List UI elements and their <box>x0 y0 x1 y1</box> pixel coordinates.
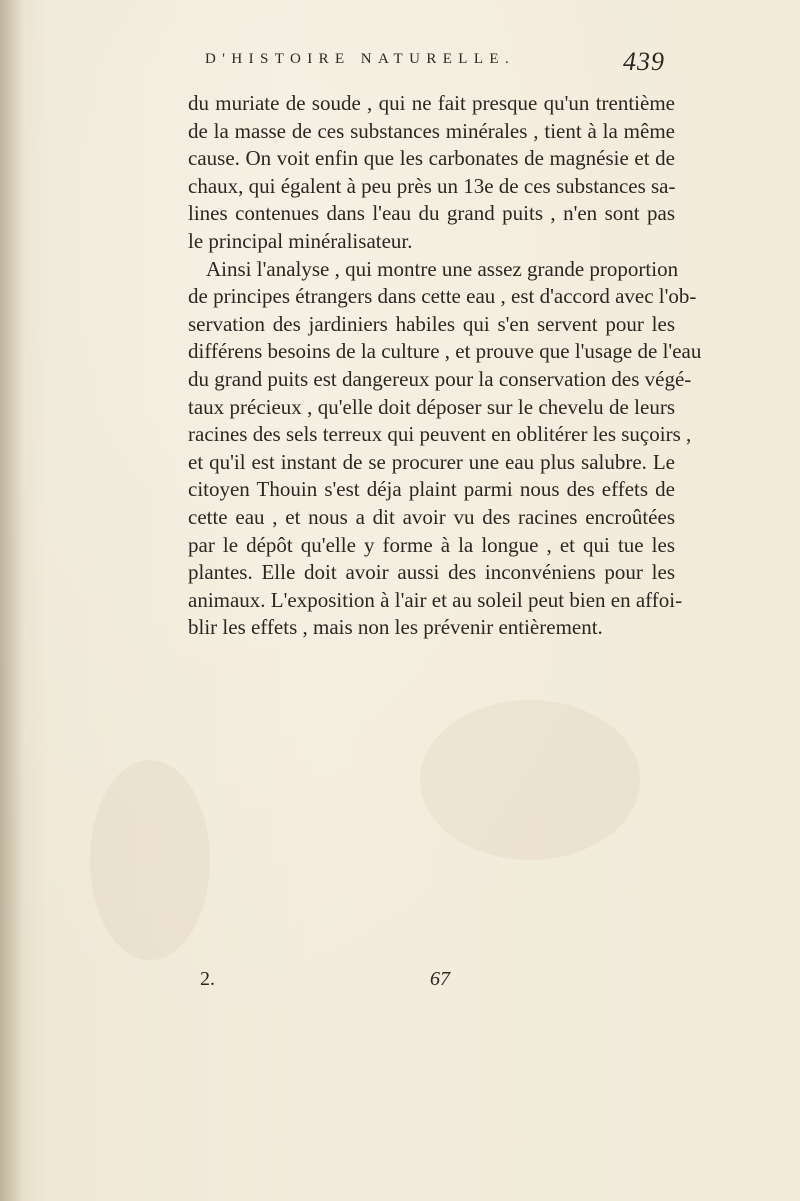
text-line: chaux, qui égalent à peu près un 13e de ces substances sa- <box>188 173 676 198</box>
text-line: cause. On voit enfin que les carbonates de magnésie et de <box>188 146 675 171</box>
text-line: de la masse de ces substances minérales , tient à la même <box>188 118 675 143</box>
text-line: de principes étrangers dans cette eau , est d'accord avec l'ob- <box>188 284 697 309</box>
text-line: lines contenues dans l'eau du grand puits , n'en sont pas <box>188 201 675 226</box>
page-header <box>205 47 665 79</box>
text-line: racines des sels terreux qui peuvent en oblitérer les suçoirs , <box>188 422 692 447</box>
page-footer <box>200 968 530 998</box>
folio-number: 67 <box>430 968 450 990</box>
body-text <box>188 90 702 642</box>
text-line: citoyen Thouin s'est déja plaint parmi nous des effets de <box>188 477 675 502</box>
running-head: D'HISTOIRE NATURELLE. <box>205 51 516 67</box>
text-line: blir les effets , mais non les prévenir entièrement. <box>188 615 603 640</box>
signature-mark: 2. <box>200 968 215 990</box>
spine-shadow <box>0 0 24 1201</box>
text-line: différens besoins de la culture , et prouve que l'usage de l'eau <box>188 339 702 364</box>
text-line: le principal minéralisateur. <box>188 228 413 253</box>
text-line: plantes. Elle doit avoir aussi des inconvéniens pour les <box>188 560 675 585</box>
text-line: et qu'il est instant de se procurer une eau plus salubre. Le <box>188 449 675 474</box>
text-line: par le dépôt qu'elle y forme à la longue , et qui tue les <box>188 532 675 557</box>
text-line: animaux. L'exposition à l'air et au soleil peut bien en affoi- <box>188 587 683 612</box>
paper-stain <box>90 760 210 960</box>
text-line: cette eau , et nous a dit avoir vu des racines encroûtées <box>188 504 675 529</box>
text-line: servation des jardiniers habiles qui s'en servent pour les <box>188 311 675 336</box>
text-line: Ainsi l'analyse , qui montre une assez grande proportion <box>206 256 679 281</box>
text-line: du grand puits est dangereux pour la conservation des végé- <box>188 366 692 391</box>
text-line: taux précieux , qu'elle doit déposer sur le chevelu de leurs <box>188 394 675 419</box>
text-line: du muriate de soude , qui ne fait presque qu'un trentième <box>188 91 675 115</box>
page-number: 439 <box>623 47 665 76</box>
paper-stain <box>420 700 640 860</box>
